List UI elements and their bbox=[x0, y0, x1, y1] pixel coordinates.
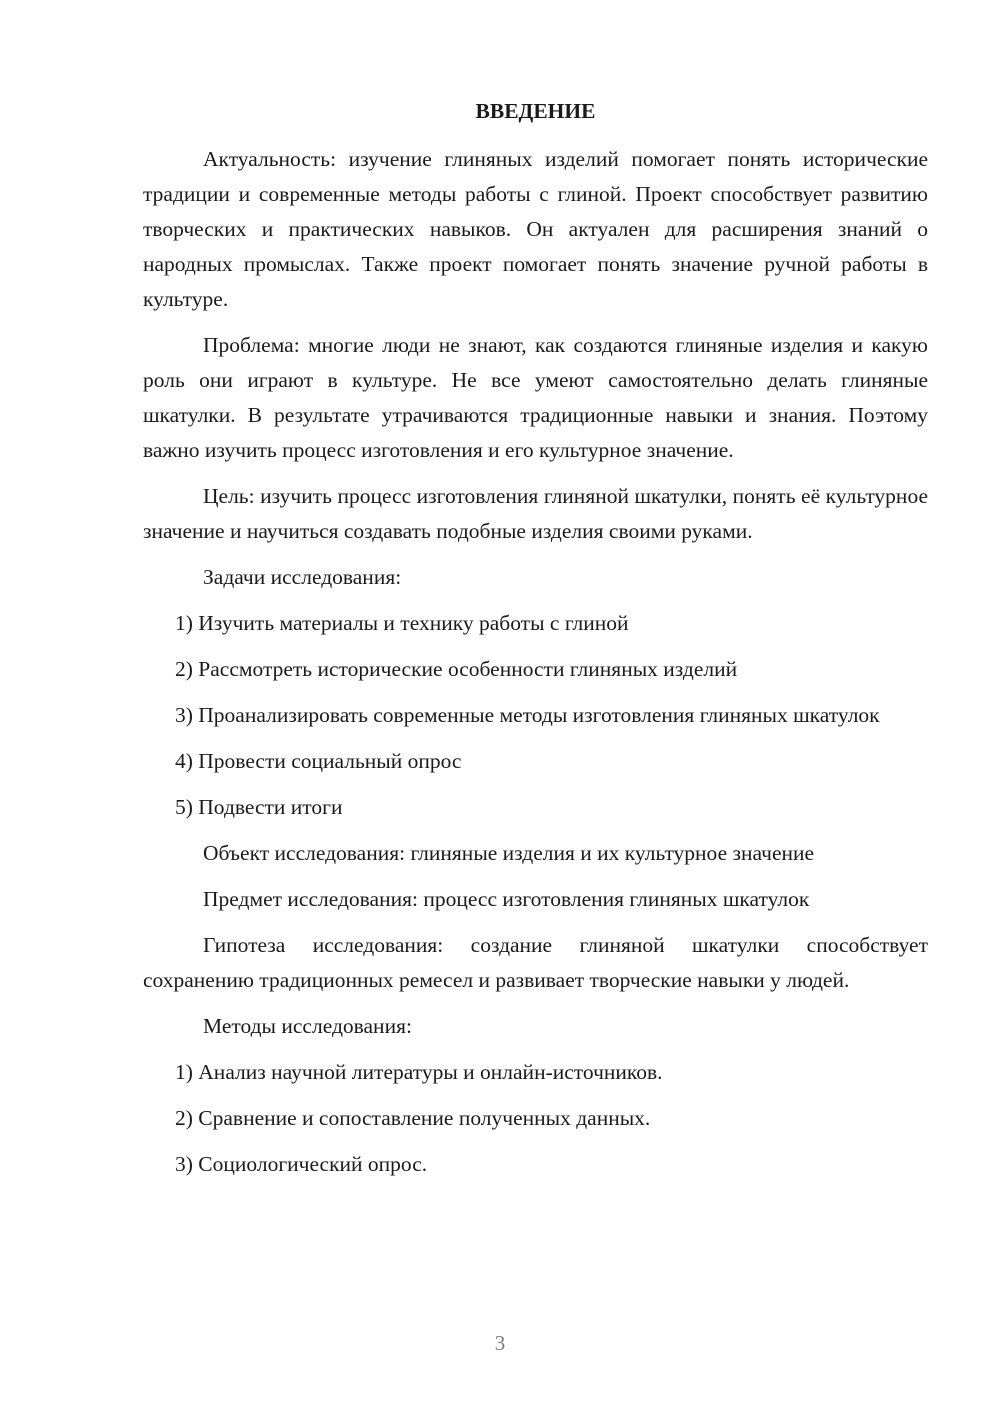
hypothesis-paragraph: Гипотеза исследования: создание глиняной шкатулки способствует сохранению традиционных ремесел и развивает творческие навыки у людей. bbox=[143, 933, 928, 992]
method-item: 3) Социологический опрос. bbox=[175, 1152, 428, 1176]
task-item: 3) Проанализировать современные методы изготовления глиняных шкатулок bbox=[175, 703, 880, 727]
subject-line: Предмет исследования: процесс изготовления глиняных шкатулок bbox=[203, 887, 810, 911]
tasks-heading: Задачи исследования: bbox=[203, 565, 402, 589]
task-item: 1) Изучить материалы и технику работы с глиной bbox=[175, 611, 629, 635]
goal-paragraph: Цель: изучить процесс изготовления глиняной шкатулки, понять её культурное значение и научиться создавать подобные изделия своими руками. bbox=[143, 484, 928, 543]
methods-heading: Методы исследования: bbox=[203, 1014, 412, 1038]
object-line: Объект исследования: глиняные изделия и их культурное значение bbox=[203, 841, 815, 865]
relevance-paragraph: Актуальность: изучение глиняных изделий помогает понять исторические традиции и современные методы работы с глиной. Проект способствует развитию творческих и практических навыков. Он актуален для расширения знаний о народных промыслах. Также проект помогает понять значение ручной работы в культуре. bbox=[143, 147, 928, 311]
task-item: 5) Подвести итоги bbox=[175, 795, 343, 819]
method-item: 1) Анализ научной литературы и онлайн-источников. bbox=[175, 1060, 663, 1084]
page-number: 3 bbox=[494, 1331, 506, 1355]
task-item: 2) Рассмотреть исторические особенности глиняных изделий bbox=[175, 657, 738, 681]
document-page bbox=[143, 94, 928, 1193]
task-item: 4) Провести социальный опрос bbox=[175, 749, 462, 773]
method-item: 2) Сравнение и сопоставление полученных данных. bbox=[175, 1106, 651, 1130]
problem-paragraph: Проблема: многие люди не знают, как создаются глиняные изделия и какую роль они играют в культуре. Не все умеют самостоятельно делать глиняные шкатулки. В результате утрачиваются традиционные навыки и знания. Поэтому важно изучить процесс изготовления и его культурное значение. bbox=[143, 333, 928, 462]
page-title: ВВЕДЕНИЕ bbox=[475, 99, 596, 123]
